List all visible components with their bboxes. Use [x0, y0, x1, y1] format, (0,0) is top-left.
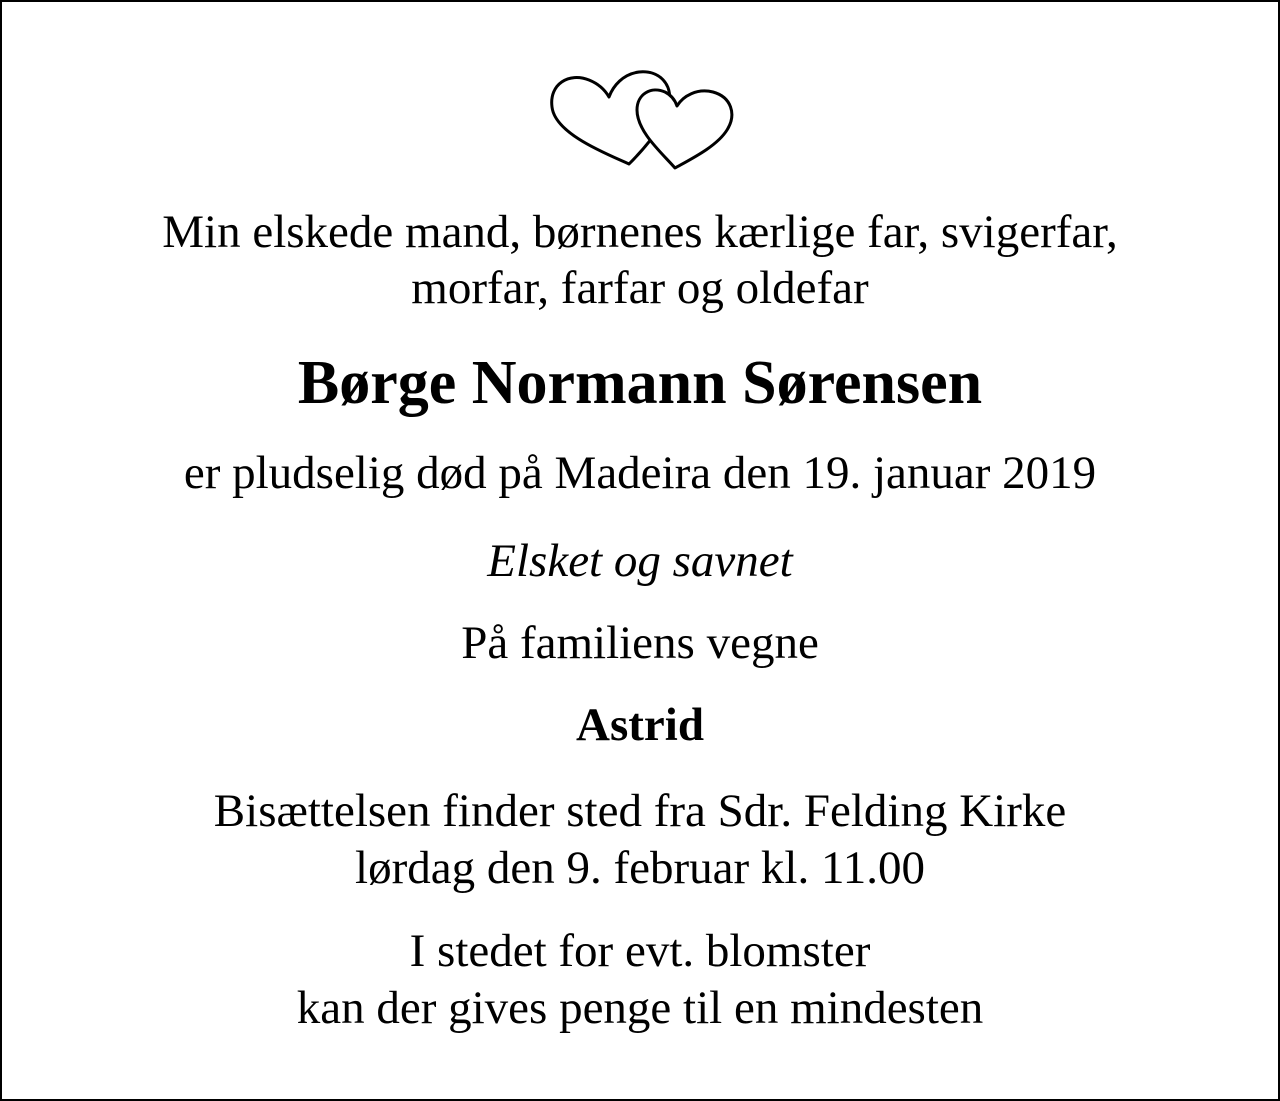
double-heart-outline-icon [547, 62, 742, 174]
flowers-line-2: kan der gives penge til en mindesten [296, 982, 984, 1034]
on-behalf-line: På familiens vegne [461, 617, 819, 669]
flowers-line-1: I stedet for evt. blomster [409, 925, 871, 977]
intro-line-2: morfar, farfar og oldefar [411, 262, 869, 314]
death-notice: er pludselig død på Madeira den 19. januar 2019 [183, 447, 1097, 499]
funeral-line-2: lørdag den 9. februar kl. 11.00 [355, 842, 925, 894]
intro-line-1: Min elskede mand, børnenes kærlige far, svigerfar, [162, 206, 1118, 258]
funeral-line-1: Bisættelsen finder sted fra Sdr. Felding Kirke [213, 785, 1067, 837]
closing-phrase: Elsket og savnet [487, 535, 793, 587]
deceased-name: Børge Normann Sørensen [297, 349, 983, 417]
signer-name: Astrid [576, 699, 704, 751]
